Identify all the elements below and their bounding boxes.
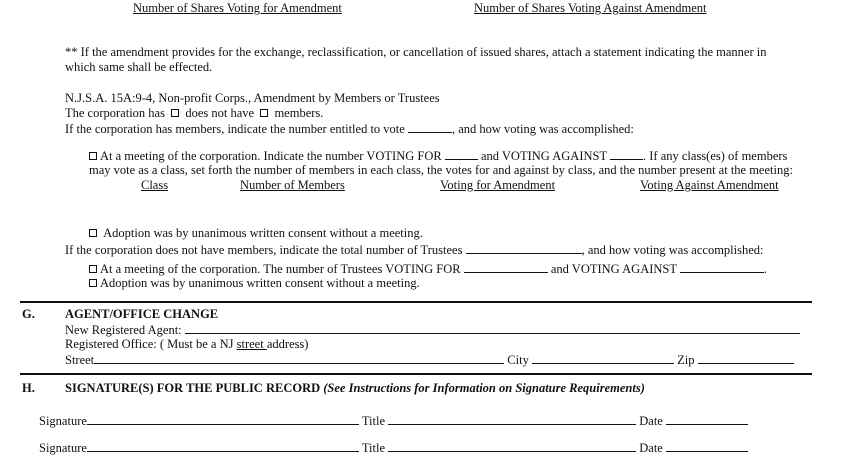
section-divider-g: [20, 301, 812, 303]
signature-row-2: [39, 440, 748, 456]
date-field-2[interactable]: [666, 440, 748, 452]
new-agent-label: New Registered Agent:: [65, 323, 182, 337]
shares-against-header: Number of Shares Voting Against Amendment: [474, 1, 707, 15]
meeting-members-checkbox[interactable]: [89, 152, 97, 160]
signature-field-2[interactable]: [87, 440, 359, 452]
title-field-1[interactable]: [388, 413, 636, 425]
has-prefix: The corporation has: [65, 106, 165, 120]
title-label: Title: [361, 441, 385, 455]
trustees-total-label: If the corporation does not have members, indicate the total number of Trustees: [65, 243, 463, 257]
registered-office-line: [65, 337, 308, 352]
has-members-line: [65, 106, 323, 121]
street-field[interactable]: [94, 352, 504, 364]
trustees-voting-for-label: At a meeting of the corporation. The number of Trustees VOTING FOR: [100, 262, 461, 276]
col-number-members: Number of Members: [240, 178, 345, 192]
col-voting-against: Voting Against Amendment: [640, 178, 779, 192]
col-voting-for: Voting for Amendment: [440, 178, 556, 192]
title-field-2[interactable]: [388, 440, 636, 452]
section-divider-h: [20, 373, 812, 375]
does-not-have-label: does not have: [185, 106, 255, 120]
exchange-note-line1: ** If the amendment provides for the exchange, reclassification, or cancellation of issued shares, attach a statement indicating the manner in: [65, 45, 767, 59]
meeting-members-line1: [89, 148, 787, 164]
trustees-meeting-line: At a meeting of the corporation. The number of Trustees VOTING FOR and VOTING AGAINST .: [89, 261, 767, 277]
class-members-label: . If any class(es) of members: [643, 149, 788, 163]
section-g-letter: G.: [22, 307, 35, 321]
does-not-have-members-checkbox[interactable]: [260, 109, 268, 117]
exchange-note-line2: which same shall be effected.: [65, 60, 213, 74]
city-label: City: [507, 353, 529, 367]
meeting-members-line2: may vote as a class, set forth the number of members in each class, the votes for and against by class, and the number present at the meeting:: [89, 163, 793, 177]
unanimous-members-checkbox[interactable]: [89, 229, 97, 237]
trustees-unanimous-checkbox[interactable]: [89, 279, 97, 287]
section-g-title: AGENT/OFFICE CHANGE: [65, 307, 219, 321]
members-entitled-label: If the corporation has members, indicate the number entitled to vote: [65, 122, 405, 136]
trustees-voting-against-label: and VOTING AGAINST: [550, 262, 677, 276]
signature-label: Signature: [39, 441, 87, 455]
new-agent-field[interactable]: [185, 322, 800, 334]
members-label: members.: [274, 106, 324, 120]
trustees-line: [65, 242, 764, 258]
members-vote-line: [65, 121, 634, 137]
section-h-title: SIGNATURE(S) FOR THE PUBLIC RECORD: [65, 381, 321, 395]
date-field-1[interactable]: [666, 413, 748, 425]
trustees-total-field[interactable]: [466, 242, 582, 254]
trustees-voting-against-field[interactable]: [680, 261, 764, 273]
unanimous-members-line: [89, 226, 423, 241]
has-members-checkbox[interactable]: [171, 109, 179, 117]
trustees-meeting-checkbox[interactable]: [89, 265, 97, 273]
voting-for-label: At a meeting of the corporation. Indicate the number VOTING FOR: [100, 149, 442, 163]
trustees-unanimous-line: [89, 276, 420, 291]
signature-row-1: [39, 413, 748, 429]
voting-against-label: and VOTING AGAINST: [480, 149, 607, 163]
shares-for-header: Number of Shares Voting for Amendment: [133, 1, 342, 15]
registered-office-label: Registered Office: ( Must be a NJ: [65, 337, 237, 351]
trustees-voting-for-field[interactable]: [464, 261, 548, 273]
col-class: Class: [141, 178, 169, 192]
zip-field[interactable]: [698, 352, 794, 364]
section-h-heading: [65, 381, 645, 396]
members-how-label: , and how voting was accomplished:: [451, 122, 634, 136]
street-emphasis: street: [236, 337, 267, 351]
date-label: Date: [639, 414, 663, 428]
section-h-note: (See Instructions for Information on Signature Requirements): [323, 381, 645, 395]
address-line: [65, 352, 794, 368]
zip-label: Zip: [677, 353, 695, 367]
members-entitled-field[interactable]: [408, 121, 452, 133]
signature-label: Signature: [39, 414, 87, 428]
new-agent-line: [65, 322, 800, 338]
section-h-letter: H.: [22, 381, 35, 395]
members-voting-for-field[interactable]: [445, 148, 478, 160]
trustees-unanimous-label: Adoption was by unanimous written consent without a meeting.: [100, 276, 420, 290]
members-voting-against-field[interactable]: [610, 148, 643, 160]
unanimous-members-label: Adoption was by unanimous written consent without a meeting.: [103, 226, 423, 240]
trustees-how-label: , and how voting was accomplished:: [581, 243, 764, 257]
city-field[interactable]: [532, 352, 674, 364]
street-label: Street: [65, 353, 95, 367]
njsa-citation: N.J.S.A. 15A:9-4, Non-profit Corps., Amendment by Members or Trustees: [65, 91, 440, 105]
address-label: address): [266, 337, 309, 351]
date-label: Date: [639, 441, 663, 455]
title-label: Title: [361, 414, 385, 428]
signature-field-1[interactable]: [87, 413, 359, 425]
